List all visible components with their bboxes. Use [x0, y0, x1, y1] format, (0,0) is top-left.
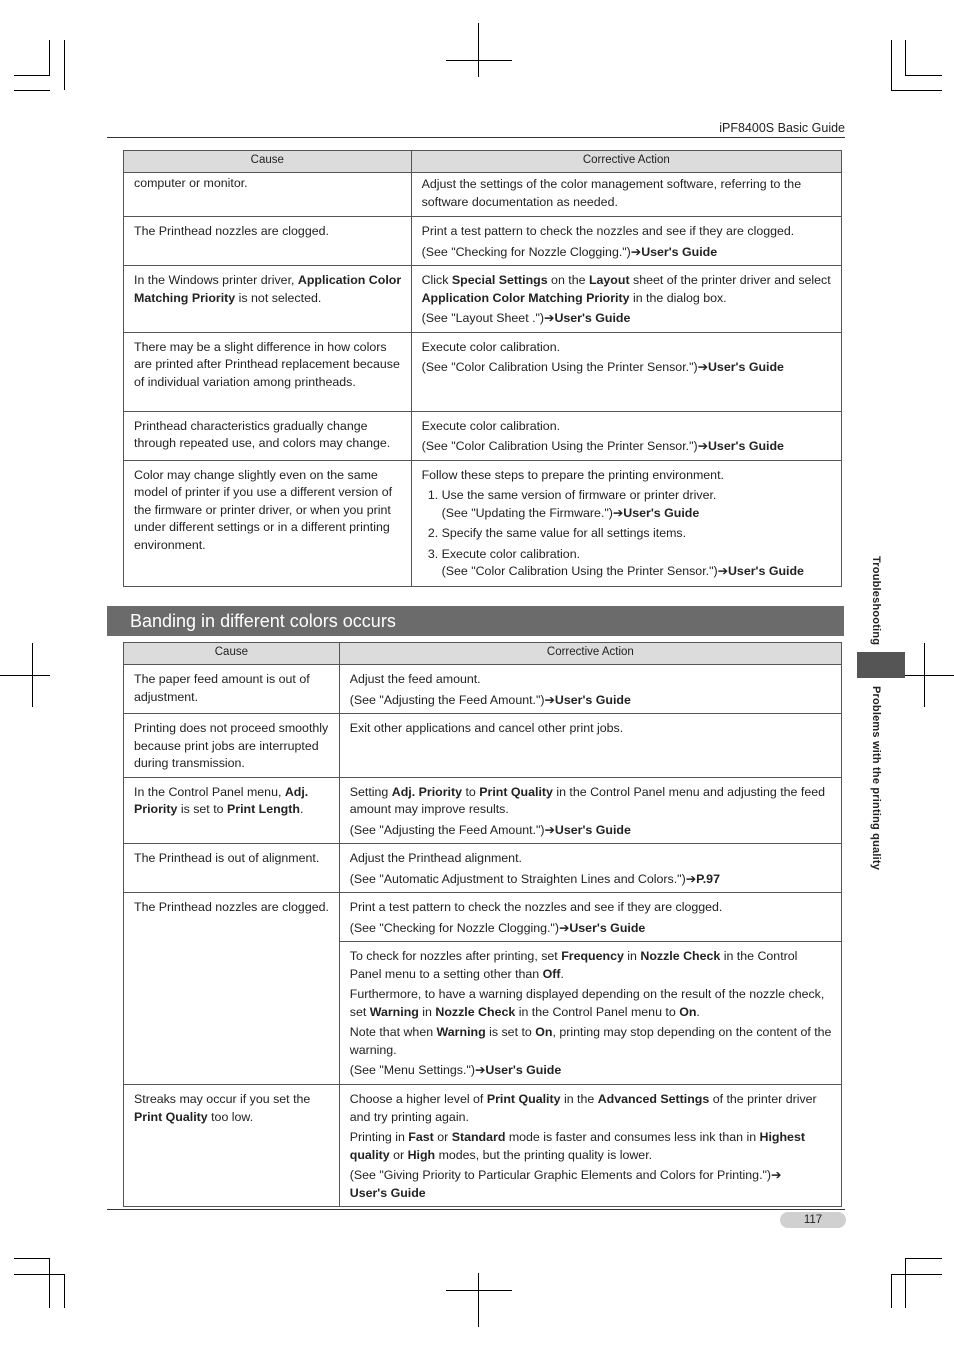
action-cell: Click Special Settings on the Layout sheet of the printer driver and select Application Color Matching Priority in the dialog box. (See "Layout Sheet .")➔User's Guide: [411, 266, 841, 333]
cause-cell: Printhead characteristics gradually change through repeated use, and colors may change.: [124, 411, 412, 460]
column-header-action: Corrective Action: [411, 151, 841, 173]
list-item: 3. Execute color calibration. (See "Color Calibration Using the Printer Sensor.")➔User's Guide: [442, 546, 832, 581]
action-cell: Print a test pattern to check the nozzles and see if they are clogged. (See "Checking for Nozzle Clogging.")➔User's Guide: [411, 217, 841, 266]
action-cell: Adjust the feed amount. (See "Adjusting the Feed Amount.")➔User's Guide: [339, 665, 841, 714]
page-number: 117: [780, 1212, 846, 1228]
cause-cell: The Printhead nozzles are clogged.: [124, 217, 412, 266]
cause-cell: The Printhead nozzles are clogged.: [124, 893, 340, 1085]
column-header-action: Corrective Action: [339, 643, 841, 665]
users-guide-link[interactable]: User's Guide: [707, 439, 784, 453]
guide-title: iPF8400S Basic Guide: [719, 121, 845, 135]
action-cell: Follow these steps to prepare the printing environment. 1. Use the same version of firmware or printer driver. (See "Updating the Firmware.")➔User's Guide 2. Specify the same value for all settings items. 3. Execute color calibration. (See "Color Calibration Using the Printer Sensor.")➔User's Guide: [411, 460, 841, 586]
footer-rule: [107, 1209, 845, 1210]
column-header-cause: Cause: [124, 151, 412, 173]
cause-action-table-1: [123, 150, 842, 587]
action-cell: Adjust the Printhead alignment. (See "Automatic Adjustment to Straighten Lines and Colors.")➔P.97: [339, 844, 841, 893]
steps-list: [422, 487, 832, 581]
users-guide-link[interactable]: User's Guide: [485, 1063, 562, 1077]
section-heading: Banding in different colors occurs: [107, 606, 844, 636]
table-row: [124, 411, 842, 460]
users-guide-link[interactable]: User's Guide: [727, 564, 804, 578]
list-item: 2. Specify the same value for all settings items.: [442, 525, 832, 543]
page-link[interactable]: P.97: [696, 871, 720, 886]
table-row: [124, 777, 842, 844]
cause-cell: The paper feed amount is out of adjustment.: [124, 665, 340, 714]
cause-cell: There may be a slight difference in how colors are printed after Printhead replacement because of individual variation among printheads.: [124, 332, 412, 411]
cause-cell: In the Windows printer driver, Application Color Matching Priority is not selected.: [124, 266, 412, 333]
users-guide-link[interactable]: User's Guide: [707, 360, 784, 374]
column-header-cause: Cause: [124, 643, 340, 665]
action-cell: Print a test pattern to check the nozzles and see if they are clogged. (See "Checking for Nozzle Clogging.")➔User's Guide: [339, 893, 841, 942]
cause-action-table-2: [123, 642, 842, 1207]
users-guide-link[interactable]: User's Guide: [554, 692, 631, 707]
table-row: [124, 217, 842, 266]
action-cell: Choose a higher level of Print Quality in the Advanced Settings of the printer driver and try printing again. Printing in Fast or Standard mode is faster and consumes less ink than in Highest quality or High modes, but the printing quality is lower. (See "Giving Priority to Particular Graphic Elements and Colors for Printing.")➔ User's Guide: [339, 1085, 841, 1207]
table-row: [124, 173, 842, 217]
table-row: [124, 332, 842, 411]
table-row: [124, 714, 842, 778]
header-rule: [107, 137, 845, 138]
cause-cell: The Printhead is out of alignment.: [124, 844, 340, 893]
action-cell: Exit other applications and cancel other print jobs.: [339, 714, 841, 778]
side-tab-section[interactable]: Problems with the printing quality: [870, 686, 882, 871]
users-guide-link[interactable]: User's Guide: [554, 822, 631, 837]
cause-cell: Color may change slightly even on the same model of printer if you use a different version of the firmware or printer driver, or when you print under different settings or in a different printing environment.: [124, 460, 412, 586]
action-cell: To check for nozzles after printing, set Frequency in Nozzle Check in the Control Panel menu to a setting other than Off. Furthermore, to have a warning displayed depending on the result of the nozzle check, set Warning in Nozzle Check in the Control Panel menu to On. Note that when Warning is set to On, printing may stop depending on the content of the warning. (See "Menu Settings.")➔User's Guide: [339, 942, 841, 1085]
table-row: [124, 460, 842, 586]
table-header-row: [124, 151, 842, 173]
table-row: [124, 844, 842, 893]
table-row: [124, 665, 842, 714]
users-guide-link[interactable]: User's Guide: [641, 244, 718, 259]
users-guide-link[interactable]: User's Guide: [569, 920, 646, 935]
action-cell: Adjust the settings of the color management software, referring to the software documentation as needed.: [411, 173, 841, 217]
cause-cell: Printing does not proceed smoothly because print jobs are interrupted during transmission.: [124, 714, 340, 778]
users-guide-link[interactable]: User's Guide: [623, 505, 700, 520]
action-cell: Setting Adj. Priority to Print Quality in the Control Panel menu and adjusting the feed amount may improve results. (See "Adjusting the Feed Amount.")➔User's Guide: [339, 777, 841, 844]
cause-cell: Streaks may occur if you set the Print Quality too low.: [124, 1085, 340, 1207]
table-row: [124, 893, 842, 942]
cause-cell: computer or monitor.: [124, 173, 412, 217]
action-cell: Execute color calibration. (See "Color Calibration Using the Printer Sensor.")➔User's Guide: [411, 411, 841, 460]
side-tab-marker: [857, 652, 905, 678]
table-header-row: [124, 643, 842, 665]
cause-cell: In the Control Panel menu, Adj. Priority is set to Print Length.: [124, 777, 340, 844]
users-guide-link[interactable]: User's Guide: [349, 1185, 426, 1200]
users-guide-link[interactable]: User's Guide: [554, 311, 631, 325]
list-item: 1. Use the same version of firmware or printer driver. (See "Updating the Firmware.")➔User's Guide: [442, 487, 832, 522]
table-row: [124, 1085, 842, 1207]
action-cell: Execute color calibration. (See "Color Calibration Using the Printer Sensor.")➔User's Guide: [411, 332, 841, 411]
table-row: [124, 266, 842, 333]
side-tab-chapter[interactable]: Troubleshooting: [870, 556, 882, 646]
